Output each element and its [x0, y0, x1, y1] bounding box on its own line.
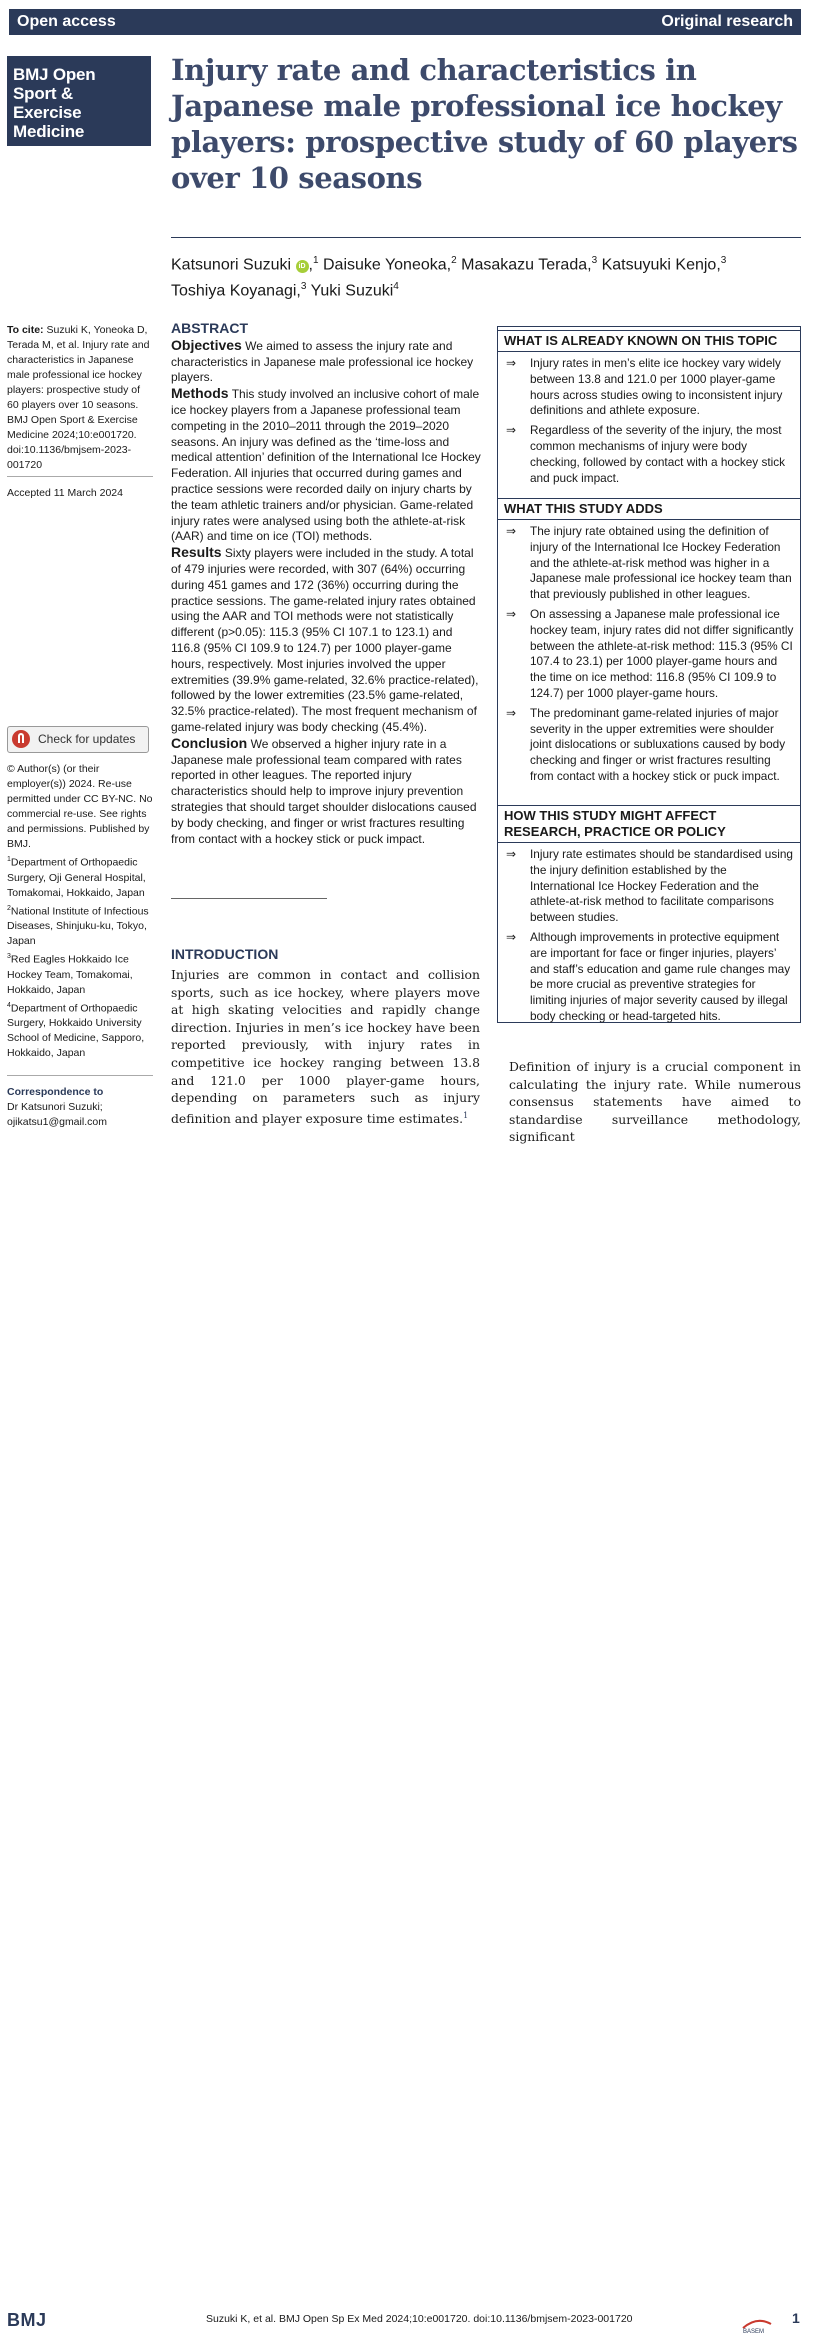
arrow-icon: ⇒	[506, 847, 516, 861]
cite-label: To cite:	[7, 324, 44, 336]
bookmark-icon	[12, 730, 30, 748]
correspondence-name: Dr Katsunori Suzuki;	[7, 1101, 103, 1113]
key-messages-box	[497, 326, 801, 1023]
journal-logo-line: Medicine	[13, 122, 85, 141]
article-type-label: Original research	[661, 13, 793, 30]
reference-link[interactable]: 1	[463, 1110, 469, 1120]
abstract-subheading: Methods	[171, 385, 229, 402]
introduction-text	[171, 966, 480, 1127]
author-name[interactable]: Masakazu Terada,	[461, 256, 592, 274]
title-divider	[171, 237, 801, 238]
arrow-icon: ⇒	[506, 705, 516, 720]
arrow-icon: ⇒	[506, 524, 516, 538]
sidebar-divider	[7, 1075, 153, 1076]
page-footer	[0, 1152, 815, 2334]
accepted-date: Accepted 11 March 2024	[7, 487, 123, 499]
author-affiliation-ref: 4	[393, 281, 399, 293]
box-list	[498, 520, 800, 785]
abstract-subheading: Conclusion	[171, 734, 248, 751]
check-for-updates-button[interactable]	[7, 726, 149, 753]
list-item-text: Regardless of the severity of the injury, the most common mechanisms of injury were body checking, followed by contact with a hockey stick and puck impact.	[530, 423, 786, 485]
box-list	[498, 843, 800, 1025]
abstract-text: We observed a higher injury rate in a Japanese male professional team compared with rates reported in other leagues. The reported injury characteristics should help to improve injury prevention strategies that should target shoulder dislocations caused by body checking, and finger or wrist fractures resulting from contact with a hockey stick or puck impact.	[171, 736, 477, 846]
journal-logo-line: BMJ Open	[13, 65, 96, 84]
abstract-text: Sixty players were included in the study. A total of 479 injuries were recorded, with 307 (64%) occurring during 451 games and 172 (36%) occurring during the practice sessions. The game-related injury rates obtained using the AAR and TOI methods were not statistically different (p>0.05): 115.3 (95% CI 107.1 to 123.1) and 116.8 (95% CI 109.9 to 124.7) per 1000 player-game hours, respectively. Most injuries involved the upper extremities (39.9% game-related, 32.6% practice-related), followed by the lower extremities (23.5% game-related, 32.5% practice-related). The most frequent mechanism of game-related injury was body checking (45.4%).	[171, 546, 479, 734]
author-affiliation-ref: 3	[300, 281, 307, 293]
cite-text: Suzuki K, Yoneoka D, Terada M, et al. Injury rate and characteristics in Japanese male professional ice hockey players: prospective study of 60 players over 10 seasons. BMJ Open Sport & Exercise Medicine 2024;10:e001720. doi:10.1136/bmjsem-2023-001720	[7, 324, 150, 471]
author-affiliation-ref: 3	[720, 255, 727, 266]
arrow-icon: ⇒	[506, 423, 516, 438]
affiliation: Red Eagles Hokkaido Ice Hockey Team, Tomakomai, Hokkaido, Japan	[7, 953, 133, 996]
introduction-heading: INTRODUCTION	[171, 946, 279, 962]
arrow-icon: ⇒	[506, 606, 516, 621]
page-number: 1	[792, 2310, 800, 2326]
list-item-text: On assessing a Japanese male professional ice hockey team, injury rates did not differ significantly between the athlete-at-risk method: 115.3 (95% CI 107.4 to 23.1) per 1000 player-game hours and the time on ice method: 116.8 (95% CI 109.9 to 124.7) per 1000 player-game hours.	[530, 606, 794, 700]
list-item-text: The predominant game-related injuries of major severity in the upper extremities were shoulder joint dislocations or subluxations caused by body checking and finger or wrist fractures resulting from contact with a hockey stick or puck impact.	[530, 705, 786, 783]
check-for-updates-label: Check for updates	[38, 732, 136, 746]
body-text-column-2: Definition of injury is a crucial component in calculating the injury rate. While numerous consensus statements have aimed to standardise surveillance methodology, significant	[509, 1059, 801, 1145]
list-item-text: Injury rate estimates should be standardised using the injury definition established by the International Ice Hockey Federation and the athlete-at-risk method to facilitate comparisons between studies.	[530, 847, 793, 925]
box-list	[498, 352, 800, 486]
arrow-icon: ⇒	[506, 356, 516, 370]
journal-logo-line: Sport &	[13, 84, 73, 103]
list-item	[504, 524, 794, 603]
basem-logo	[741, 2314, 773, 2334]
correspondence-label: Correspondence to	[7, 1086, 104, 1098]
box-heading: WHAT IS ALREADY KNOWN ON THIS TOPIC	[498, 330, 800, 352]
citation-block	[7, 323, 153, 473]
author-name[interactable]: Toshiya Koyanagi,	[171, 282, 301, 300]
affiliation: National Institute of Infectious Diseases, Shinjuku-ku, Tokyo, Japan	[7, 905, 149, 947]
open-access-label: Open access	[17, 13, 116, 30]
correspondence-block	[7, 1085, 153, 1130]
top-banner	[9, 9, 801, 35]
article-title: Injury rate and characteristics in Japanese male professional ice hockey players: prospective study of 60 players over 10 seasons	[171, 53, 798, 195]
introduction-paragraph: Injuries are common in contact and collision sports, such as ice hockey, where players move at high skating velocities and rapidly change direction. Injuries in men’s ice hockey have been reported previously, with injury rates in competitive ice hockey ranging between 13.8 and 121.0 per 1000 player-game hours, depending on parameters such as injury definition and player exposure time estimates.	[171, 967, 480, 1126]
list-item	[504, 607, 794, 702]
footer-citation: Suzuki K, et al. BMJ Open Sp Ex Med 2024;10:e001720. doi:10.1136/bmjsem-2023-001720	[206, 2313, 633, 2325]
bmj-logo: BMJ	[7, 2310, 47, 2330]
author-list: Katsunori Suzuki iD ,$^1$ Daisuke Yoneoka,$^2$ Masakazu Terada,$^3$ Katsuyuki Kenjo,$^3$ Toshiya Koyanagi,$^3$ Yuki Suzuki$^4$	[171, 255, 727, 300]
author-name[interactable]: Katsuyuki Kenjo,	[601, 256, 721, 274]
author-name[interactable]: Yuki Suzuki	[310, 282, 394, 300]
abstract-heading: ABSTRACT	[171, 320, 248, 336]
list-item	[504, 356, 794, 419]
abstract-subheading: Results	[171, 544, 222, 561]
arrow-icon: ⇒	[506, 929, 516, 944]
author-affiliation-ref: 3	[591, 255, 598, 266]
copyright-block: © Author(s) (or their employer(s)) 2024. Re-use permitted under CC BY-NC. No commercial re-use. See rights and permissions. Published by BMJ. $^1$Department of Orthopaedic Surgery, Oji General Hospital, Tomakomai, Hokkaido, Japan $^2$National Institute of Infectious Diseases, Shinjuku-ku, Tokyo, Japan $^3$Red Eagles Hokkaido Ice Hockey Team, Tomakomai, Hokkaido, Japan $^4$Department of Orthopaedic Surgery, Hokkaido University School of Medicine, Sapporo, Hokkaido, Japan	[7, 763, 153, 1059]
correspondence-email[interactable]: ojikatsu1@gmail.com	[7, 1116, 107, 1128]
box-heading: HOW THIS STUDY MIGHT AFFECT RESEARCH, PRACTICE OR POLICY	[498, 805, 800, 843]
list-item	[504, 706, 794, 785]
abstract-end-rule	[171, 898, 327, 899]
sidebar-divider	[7, 476, 153, 477]
abstract	[171, 321, 481, 847]
abstract-text: This study involved an inclusive cohort of male ice hockey players from a Japanese professional team competing in the 2010–2011 through the 2019–2020 seasons. An injury was defined as the ‘time-loss and medical attention’ definition of the International Ice Hockey Federation. All injuries that occurred during games and practice sessions were recorded daily on injury charts by the team athletic trainers and/or physician. Game-related injury rates were analysed using both the athlete-at-risk (AAR) and time on ice (TOI) methods.	[171, 387, 481, 544]
author-name[interactable]: Daisuke Yoneoka,	[322, 256, 452, 274]
author-name[interactable]: Katsunori Suzuki	[171, 256, 292, 274]
abstract-subheading: Objectives	[171, 336, 242, 353]
list-item	[504, 847, 794, 926]
basem-logo-text: BASEM	[743, 2329, 765, 2334]
list-item	[504, 930, 794, 1025]
list-item-text: Although improvements in protective equipment are important for face or finger injuries, players’ and staff’s education and game rule changes may be more crucial as preventive strategies for limiting injuries of major severity caused by illegal body checking or head-targeted hits.	[530, 929, 791, 1023]
journal-logo-line: Exercise	[13, 103, 82, 122]
box-heading: WHAT THIS STUDY ADDS	[498, 498, 800, 520]
journal-logo	[7, 56, 151, 146]
affiliation: Department of Orthopaedic Surgery, Oji General Hospital, Tomakomai, Hokkaido, Japan	[7, 856, 146, 899]
list-item	[504, 423, 794, 486]
author-affiliation-ref: 1	[312, 255, 319, 266]
list-item-text: Injury rates in men’s elite ice hockey vary widely between 13.8 and 121.0 per 1000 player-game hours across studies owing to inconsistent injury definitions and athlete exposure.	[530, 356, 783, 418]
copyright-text: © Author(s) (or their employer(s)) 2024. Re-use permitted under CC BY-NC. No commercial re-use. See rights and permissions. Published by BMJ.	[7, 763, 153, 850]
author-affiliation-ref: 2	[451, 255, 457, 266]
orcid-icon[interactable]: iD	[296, 260, 309, 273]
abstract-text: We aimed to assess the injury rate and characteristics in Japanese male professional ice hockey players.	[171, 338, 474, 385]
list-item-text: The injury rate obtained using the definition of injury of the International Ice Hockey Federation and the athlete-at-risk method was higher in a Japanese male professional ice hockey team than that previously published in other leagues.	[530, 524, 792, 602]
affiliation: Department of Orthopaedic Surgery, Hokkaido University School of Medicine, Sapporo, Hokkaido, Japan	[7, 1002, 145, 1059]
